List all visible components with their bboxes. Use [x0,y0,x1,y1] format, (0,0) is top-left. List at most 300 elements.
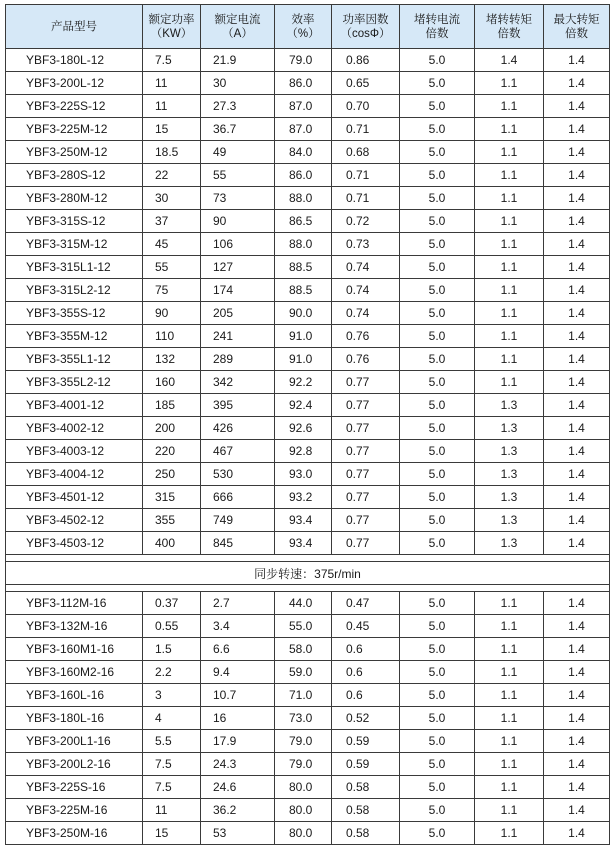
cell-efficiency: 90.0 [275,302,332,325]
cell-rated-current: 241 [201,325,275,348]
cell-max-torque: 1.4 [544,799,610,822]
cell-power-factor: 0.71 [332,187,400,210]
cell-efficiency: 55.0 [275,615,332,638]
table-row [6,325,610,348]
cell-efficiency: 93.4 [275,509,332,532]
table-row [6,799,610,822]
cell-locked-rotor-torque: 1.3 [475,463,544,486]
cell-rated-power: 90 [143,302,201,325]
cell-rated-power: 30 [143,187,201,210]
cell-max-torque: 1.4 [544,256,610,279]
cell-locked-rotor-current: 5.0 [400,822,475,845]
cell-model: YBF3-355L1-12 [6,348,143,371]
cell-model: YBF3-200L-12 [6,72,143,95]
cell-efficiency: 92.6 [275,417,332,440]
cell-locked-rotor-torque: 1.1 [475,187,544,210]
cell-locked-rotor-torque: 1.1 [475,371,544,394]
cell-locked-rotor-torque: 1.1 [475,95,544,118]
cell-rated-power: 160 [143,371,201,394]
cell-max-torque: 1.4 [544,72,610,95]
cell-max-torque: 1.4 [544,753,610,776]
cell-locked-rotor-current: 5.0 [400,49,475,72]
table-body [6,49,610,845]
cell-rated-current: 467 [201,440,275,463]
table-row [6,615,610,638]
cell-efficiency: 91.0 [275,348,332,371]
cell-rated-power: 200 [143,417,201,440]
cell-efficiency: 73.0 [275,707,332,730]
cell-locked-rotor-torque: 1.1 [475,72,544,95]
cell-rated-power: 5.5 [143,730,201,753]
cell-model: YBF3-315M-12 [6,233,143,256]
cell-locked-rotor-torque: 1.1 [475,348,544,371]
cell-max-torque: 1.4 [544,371,610,394]
section-spacer [6,585,610,592]
cell-locked-rotor-current: 5.0 [400,417,475,440]
cell-model: YBF3-200L2-16 [6,753,143,776]
cell-locked-rotor-current: 5.0 [400,279,475,302]
table-row [6,233,610,256]
cell-efficiency: 86.0 [275,164,332,187]
cell-efficiency: 59.0 [275,661,332,684]
cell-efficiency: 88.5 [275,279,332,302]
cell-max-torque: 1.4 [544,141,610,164]
cell-max-torque: 1.4 [544,302,610,325]
cell-locked-rotor-torque: 1.3 [475,486,544,509]
cell-power-factor: 0.45 [332,615,400,638]
table-row [6,661,610,684]
cell-rated-power: 400 [143,532,201,555]
cell-rated-current: 16 [201,707,275,730]
cell-max-torque: 1.4 [544,684,610,707]
table-row [6,753,610,776]
cell-rated-power: 11 [143,95,201,118]
cell-rated-power: 55 [143,256,201,279]
cell-model: YBF3-160M1-16 [6,638,143,661]
cell-power-factor: 0.73 [332,233,400,256]
cell-rated-power: 4 [143,707,201,730]
cell-rated-power: 18.5 [143,141,201,164]
cell-locked-rotor-current: 5.0 [400,302,475,325]
cell-model: YBF3-225S-16 [6,776,143,799]
cell-max-torque: 1.4 [544,463,610,486]
cell-rated-current: 289 [201,348,275,371]
cell-efficiency: 88.0 [275,233,332,256]
cell-model: YBF3-315L1-12 [6,256,143,279]
cell-locked-rotor-current: 5.0 [400,233,475,256]
cell-power-factor: 0.47 [332,592,400,615]
cell-rated-power: 1.5 [143,638,201,661]
cell-rated-power: 45 [143,233,201,256]
cell-power-factor: 0.86 [332,49,400,72]
cell-rated-current: 90 [201,210,275,233]
cell-max-torque: 1.4 [544,661,610,684]
cell-model: YBF3-315L2-12 [6,279,143,302]
cell-max-torque: 1.4 [544,164,610,187]
table-row [6,684,610,707]
cell-efficiency: 79.0 [275,730,332,753]
cell-power-factor: 0.58 [332,776,400,799]
cell-power-factor: 0.77 [332,417,400,440]
cell-efficiency: 93.4 [275,532,332,555]
section-spacer-cell [6,555,610,562]
cell-locked-rotor-current: 5.0 [400,440,475,463]
cell-model: YBF3-315S-12 [6,210,143,233]
cell-max-torque: 1.4 [544,730,610,753]
cell-power-factor: 0.6 [332,684,400,707]
synchronous-speed-label: 同步转速：375r/min [6,562,610,585]
cell-power-factor: 0.74 [332,302,400,325]
cell-model: YBF3-4503-12 [6,532,143,555]
cell-locked-rotor-torque: 1.1 [475,615,544,638]
cell-model: YBF3-4004-12 [6,463,143,486]
cell-rated-current: 845 [201,532,275,555]
cell-efficiency: 79.0 [275,49,332,72]
cell-locked-rotor-current: 5.0 [400,753,475,776]
cell-rated-current: 24.6 [201,776,275,799]
cell-power-factor: 0.77 [332,463,400,486]
cell-max-torque: 1.4 [544,210,610,233]
table-row [6,417,610,440]
cell-power-factor: 0.71 [332,164,400,187]
cell-rated-current: 30 [201,72,275,95]
table-row [6,49,610,72]
table-row [6,95,610,118]
cell-model: YBF3-180L-16 [6,707,143,730]
cell-model: YBF3-225M-12 [6,118,143,141]
table-row [6,371,610,394]
cell-locked-rotor-torque: 1.1 [475,799,544,822]
cell-locked-rotor-current: 5.0 [400,210,475,233]
table-row [6,141,610,164]
cell-efficiency: 86.0 [275,72,332,95]
cell-locked-rotor-current: 5.0 [400,638,475,661]
cell-model: YBF3-280S-12 [6,164,143,187]
cell-rated-power: 0.55 [143,615,201,638]
cell-efficiency: 80.0 [275,776,332,799]
cell-rated-current: 55 [201,164,275,187]
cell-efficiency: 88.0 [275,187,332,210]
cell-efficiency: 93.2 [275,486,332,509]
cell-max-torque: 1.4 [544,440,610,463]
cell-rated-power: 15 [143,822,201,845]
cell-rated-current: 749 [201,509,275,532]
cell-locked-rotor-torque: 1.1 [475,661,544,684]
cell-locked-rotor-torque: 1.1 [475,256,544,279]
cell-model: YBF3-112M-16 [6,592,143,615]
cell-locked-rotor-torque: 1.1 [475,118,544,141]
cell-locked-rotor-current: 5.0 [400,707,475,730]
cell-power-factor: 0.76 [332,325,400,348]
table-row [6,348,610,371]
cell-locked-rotor-torque: 1.1 [475,164,544,187]
table-row [6,302,610,325]
cell-locked-rotor-torque: 1.1 [475,592,544,615]
cell-rated-power: 15 [143,118,201,141]
table-row [6,463,610,486]
cell-max-torque: 1.4 [544,233,610,256]
table-row [6,279,610,302]
cell-max-torque: 1.4 [544,417,610,440]
cell-rated-power: 37 [143,210,201,233]
cell-model: YBF3-4502-12 [6,509,143,532]
cell-max-torque: 1.4 [544,822,610,845]
cell-rated-current: 9.4 [201,661,275,684]
cell-rated-current: 530 [201,463,275,486]
cell-model: YBF3-355S-12 [6,302,143,325]
cell-power-factor: 0.58 [332,822,400,845]
cell-locked-rotor-current: 5.0 [400,256,475,279]
cell-rated-current: 426 [201,417,275,440]
header-max-torque: 最大转矩 倍数 [544,5,610,49]
cell-rated-power: 220 [143,440,201,463]
cell-rated-power: 3 [143,684,201,707]
cell-power-factor: 0.52 [332,707,400,730]
cell-max-torque: 1.4 [544,118,610,141]
cell-locked-rotor-torque: 1.3 [475,394,544,417]
cell-model: YBF3-4002-12 [6,417,143,440]
table-row [6,440,610,463]
cell-model: YBF3-280M-12 [6,187,143,210]
cell-locked-rotor-current: 5.0 [400,463,475,486]
cell-locked-rotor-torque: 1.1 [475,822,544,845]
cell-locked-rotor-torque: 1.1 [475,279,544,302]
cell-rated-current: 106 [201,233,275,256]
cell-locked-rotor-torque: 1.3 [475,440,544,463]
cell-power-factor: 0.72 [332,210,400,233]
cell-rated-power: 0.37 [143,592,201,615]
table-row [6,210,610,233]
cell-locked-rotor-current: 5.0 [400,95,475,118]
cell-model: YBF3-180L-12 [6,49,143,72]
cell-locked-rotor-current: 5.0 [400,615,475,638]
cell-efficiency: 80.0 [275,822,332,845]
cell-locked-rotor-torque: 1.1 [475,325,544,348]
cell-max-torque: 1.4 [544,776,610,799]
cell-rated-current: 24.3 [201,753,275,776]
cell-efficiency: 87.0 [275,118,332,141]
cell-rated-current: 73 [201,187,275,210]
cell-locked-rotor-torque: 1.3 [475,417,544,440]
cell-locked-rotor-current: 5.0 [400,661,475,684]
cell-power-factor: 0.74 [332,279,400,302]
cell-power-factor: 0.59 [332,730,400,753]
cell-model: YBF3-4001-12 [6,394,143,417]
header-locked-rotor-torque: 堵转转矩 倍数 [475,5,544,49]
cell-locked-rotor-current: 5.0 [400,776,475,799]
table-row [6,776,610,799]
cell-locked-rotor-current: 5.0 [400,325,475,348]
header-power-factor: 功率因数 （cosΦ） [332,5,400,49]
table-row [6,730,610,753]
cell-locked-rotor-torque: 1.1 [475,210,544,233]
cell-locked-rotor-current: 5.0 [400,348,475,371]
cell-locked-rotor-current: 5.0 [400,394,475,417]
table-row [6,592,610,615]
cell-power-factor: 0.65 [332,72,400,95]
cell-power-factor: 0.68 [332,141,400,164]
cell-power-factor: 0.6 [332,638,400,661]
cell-rated-power: 185 [143,394,201,417]
section-spacer [6,555,610,562]
table-row [6,822,610,845]
cell-model: YBF3-225S-12 [6,95,143,118]
cell-rated-current: 27.3 [201,95,275,118]
cell-rated-power: 75 [143,279,201,302]
table-row [6,532,610,555]
table-row [6,187,610,210]
cell-rated-current: 2.7 [201,592,275,615]
cell-model: YBF3-250M-12 [6,141,143,164]
cell-locked-rotor-torque: 1.1 [475,302,544,325]
cell-max-torque: 1.4 [544,95,610,118]
header-row [6,5,610,49]
cell-locked-rotor-torque: 1.1 [475,141,544,164]
cell-locked-rotor-current: 5.0 [400,509,475,532]
table-row [6,72,610,95]
cell-locked-rotor-current: 5.0 [400,164,475,187]
cell-efficiency: 71.0 [275,684,332,707]
cell-power-factor: 0.77 [332,371,400,394]
cell-locked-rotor-current: 5.0 [400,187,475,210]
cell-rated-current: 205 [201,302,275,325]
cell-power-factor: 0.70 [332,95,400,118]
cell-locked-rotor-torque: 1.1 [475,776,544,799]
cell-model: YBF3-200L1-16 [6,730,143,753]
cell-locked-rotor-torque: 1.1 [475,233,544,256]
cell-max-torque: 1.4 [544,348,610,371]
cell-locked-rotor-current: 5.0 [400,371,475,394]
cell-rated-current: 10.7 [201,684,275,707]
cell-locked-rotor-current: 5.0 [400,486,475,509]
header-model: 产品型号 [6,5,143,49]
cell-rated-current: 666 [201,486,275,509]
cell-efficiency: 84.0 [275,141,332,164]
cell-efficiency: 92.8 [275,440,332,463]
cell-rated-current: 21.9 [201,49,275,72]
cell-power-factor: 0.77 [332,486,400,509]
section-spacer-cell [6,585,610,592]
cell-locked-rotor-current: 5.0 [400,141,475,164]
cell-power-factor: 0.77 [332,532,400,555]
cell-max-torque: 1.4 [544,325,610,348]
cell-rated-current: 395 [201,394,275,417]
cell-rated-power: 250 [143,463,201,486]
header-efficiency: 效率 （%） [275,5,332,49]
cell-locked-rotor-torque: 1.1 [475,684,544,707]
cell-efficiency: 86.5 [275,210,332,233]
table-row [6,707,610,730]
section-header-row [6,562,610,585]
cell-model: YBF3-250M-16 [6,822,143,845]
cell-max-torque: 1.4 [544,279,610,302]
cell-power-factor: 0.77 [332,440,400,463]
cell-efficiency: 79.0 [275,753,332,776]
cell-efficiency: 87.0 [275,95,332,118]
cell-power-factor: 0.74 [332,256,400,279]
cell-efficiency: 58.0 [275,638,332,661]
cell-efficiency: 92.4 [275,394,332,417]
header-locked-rotor-current: 堵转电流 倍数 [400,5,475,49]
cell-rated-current: 49 [201,141,275,164]
cell-rated-power: 7.5 [143,776,201,799]
cell-power-factor: 0.76 [332,348,400,371]
cell-max-torque: 1.4 [544,49,610,72]
cell-rated-current: 127 [201,256,275,279]
cell-max-torque: 1.4 [544,707,610,730]
cell-power-factor: 0.77 [332,394,400,417]
cell-rated-current: 36.7 [201,118,275,141]
cell-rated-power: 22 [143,164,201,187]
cell-efficiency: 91.0 [275,325,332,348]
cell-rated-current: 174 [201,279,275,302]
cell-rated-power: 2.2 [143,661,201,684]
cell-efficiency: 92.2 [275,371,332,394]
cell-max-torque: 1.4 [544,187,610,210]
cell-locked-rotor-current: 5.0 [400,799,475,822]
cell-power-factor: 0.58 [332,799,400,822]
cell-power-factor: 0.77 [332,509,400,532]
cell-model: YBF3-355M-12 [6,325,143,348]
cell-model: YBF3-225M-16 [6,799,143,822]
cell-max-torque: 1.4 [544,638,610,661]
cell-locked-rotor-current: 5.0 [400,730,475,753]
motor-spec-table [5,4,610,845]
cell-model: YBF3-160M2-16 [6,661,143,684]
table-row [6,638,610,661]
cell-power-factor: 0.71 [332,118,400,141]
cell-locked-rotor-current: 5.0 [400,72,475,95]
cell-locked-rotor-torque: 1.1 [475,753,544,776]
table-row [6,256,610,279]
table-row [6,509,610,532]
cell-max-torque: 1.4 [544,592,610,615]
cell-rated-power: 132 [143,348,201,371]
cell-model: YBF3-132M-16 [6,615,143,638]
cell-model: YBF3-355L2-12 [6,371,143,394]
cell-rated-power: 11 [143,72,201,95]
cell-power-factor: 0.6 [332,661,400,684]
cell-max-torque: 1.4 [544,615,610,638]
cell-locked-rotor-torque: 1.1 [475,638,544,661]
cell-rated-current: 53 [201,822,275,845]
cell-rated-power: 110 [143,325,201,348]
cell-locked-rotor-current: 5.0 [400,684,475,707]
cell-rated-current: 342 [201,371,275,394]
cell-rated-power: 315 [143,486,201,509]
cell-locked-rotor-torque: 1.3 [475,509,544,532]
header-rated-power: 额定功率 （KW） [143,5,201,49]
cell-rated-current: 6.6 [201,638,275,661]
cell-locked-rotor-current: 5.0 [400,118,475,141]
cell-max-torque: 1.4 [544,532,610,555]
cell-rated-power: 355 [143,509,201,532]
cell-locked-rotor-torque: 1.4 [475,49,544,72]
cell-locked-rotor-torque: 1.1 [475,730,544,753]
cell-model: YBF3-4501-12 [6,486,143,509]
cell-locked-rotor-torque: 1.3 [475,532,544,555]
cell-locked-rotor-torque: 1.1 [475,707,544,730]
cell-locked-rotor-current: 5.0 [400,592,475,615]
cell-rated-power: 11 [143,799,201,822]
cell-rated-current: 3.4 [201,615,275,638]
header-rated-current: 额定电流 （A） [201,5,275,49]
cell-rated-power: 7.5 [143,49,201,72]
table-row [6,486,610,509]
cell-locked-rotor-current: 5.0 [400,532,475,555]
cell-rated-current: 17.9 [201,730,275,753]
cell-max-torque: 1.4 [544,509,610,532]
